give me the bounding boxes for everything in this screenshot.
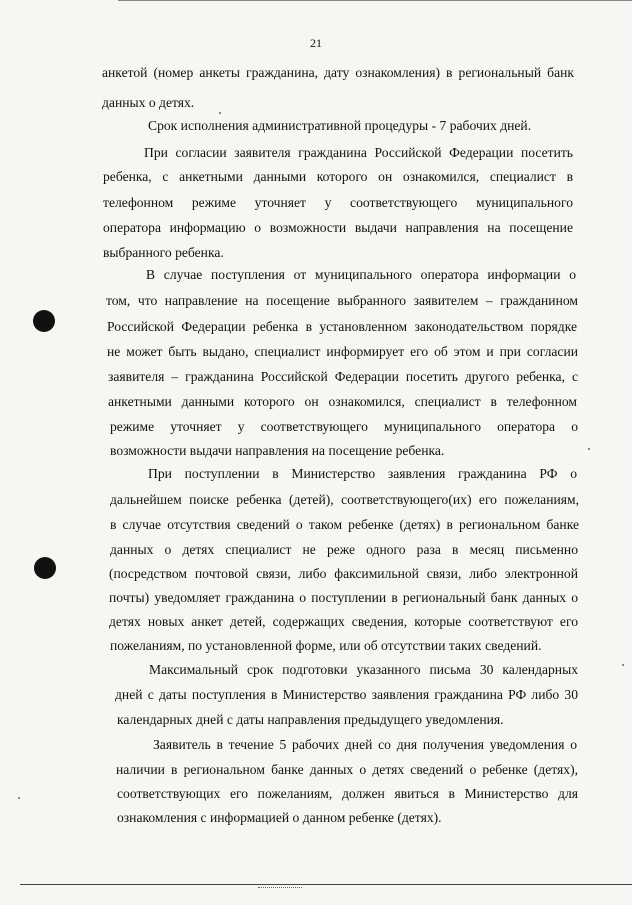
text-line: Срок исполнения административной процедуры - 7 рабочих дней. bbox=[148, 118, 532, 133]
text-line: ознакомления с информацией о данном ребенке (детях). bbox=[117, 810, 442, 825]
text-line: оператора информацию о возможности выдачи направления на посещение bbox=[103, 220, 573, 235]
text-line: данных о детях специалист не реже одного раза в месяц письменно bbox=[110, 542, 578, 557]
text-line: Российской Федерации ребенка в установленном законодательством порядке bbox=[107, 319, 577, 334]
text-line: данных о детях. bbox=[102, 95, 195, 110]
top-edge-rule bbox=[118, 0, 632, 1]
text-line: пожеланиям, по установленной форме, или об отсутствии таких сведений. bbox=[110, 638, 542, 653]
text-line: в случае отсутствия сведений о таком ребенке (детях) в региональном банке bbox=[110, 517, 579, 532]
text-line: календарных дней с даты направления предыдущего уведомления. bbox=[117, 712, 504, 727]
text-line: ребенка, с анкетными данными которого он ознакомился, специалист в bbox=[103, 169, 573, 184]
text-line: телефонном режиме уточняет у соответствующего муниципального bbox=[103, 195, 573, 210]
text-line: (посредством почтовой связи, либо факсимильной связи, либо электронной bbox=[109, 566, 578, 581]
scan-speck bbox=[622, 664, 624, 666]
text-line: не может быть выдано, специалист информирует его об этом и при согласии bbox=[107, 344, 578, 359]
text-line: выбранного ребенка. bbox=[103, 245, 224, 260]
bottom-edge-rule bbox=[20, 884, 632, 885]
text-line: соответствующих его пожеланиям, должен явиться в Министерство для bbox=[117, 786, 578, 801]
punch-hole-bottom bbox=[34, 557, 56, 579]
page-number: 21 bbox=[310, 36, 322, 50]
text-line: наличии в региональном банке данных о детях сведений о ребенке (детях), bbox=[116, 762, 578, 777]
text-line: Заявитель в течение 5 рабочих дней со дня получения уведомления о bbox=[153, 737, 577, 752]
scan-speck bbox=[588, 448, 590, 450]
text-line: заявителя – гражданина Российской Федерации посетить другого ребенка, с bbox=[108, 369, 578, 384]
text-line: том, что направление на посещение выбранного заявителем – гражданином bbox=[106, 293, 578, 308]
scan-speck bbox=[18, 797, 20, 799]
text-line: детях новых анкет детей, содержащих сведения, которые соответствуют его bbox=[109, 614, 578, 629]
text-line: В случае поступления от муниципального оператора информации о bbox=[146, 267, 576, 282]
text-line: анкетными данными которого он ознакомился, специалист в телефонном bbox=[108, 394, 577, 409]
text-line: почты) уведомляет гражданина о поступлении в региональный банк данных о bbox=[109, 590, 578, 605]
text-line: дальнейшем поиске ребенка (детей), соответствующего(их) его пожеланиям, bbox=[110, 492, 579, 507]
text-line: При поступлении в Министерство заявления гражданина РФ о bbox=[148, 466, 577, 481]
scan-speck bbox=[219, 112, 221, 114]
text-line: дней с даты поступления в Министерство заявления гражданина РФ либо 30 bbox=[115, 687, 578, 702]
text-line: анкетой (номер анкеты гражданина, дату ознакомления) в региональный банк bbox=[102, 65, 574, 80]
text-line: возможности выдачи направления на посещение ребенка. bbox=[110, 443, 445, 458]
text-line: При согласии заявителя гражданина Российской Федерации посетить bbox=[144, 145, 573, 160]
footer-mark bbox=[258, 887, 302, 891]
text-line: Максимальный срок подготовки указанного письма 30 календарных bbox=[149, 662, 578, 677]
text-line: режиме уточняет у соответствующего муниципального оператора о bbox=[110, 419, 578, 434]
punch-hole-top bbox=[33, 310, 55, 332]
